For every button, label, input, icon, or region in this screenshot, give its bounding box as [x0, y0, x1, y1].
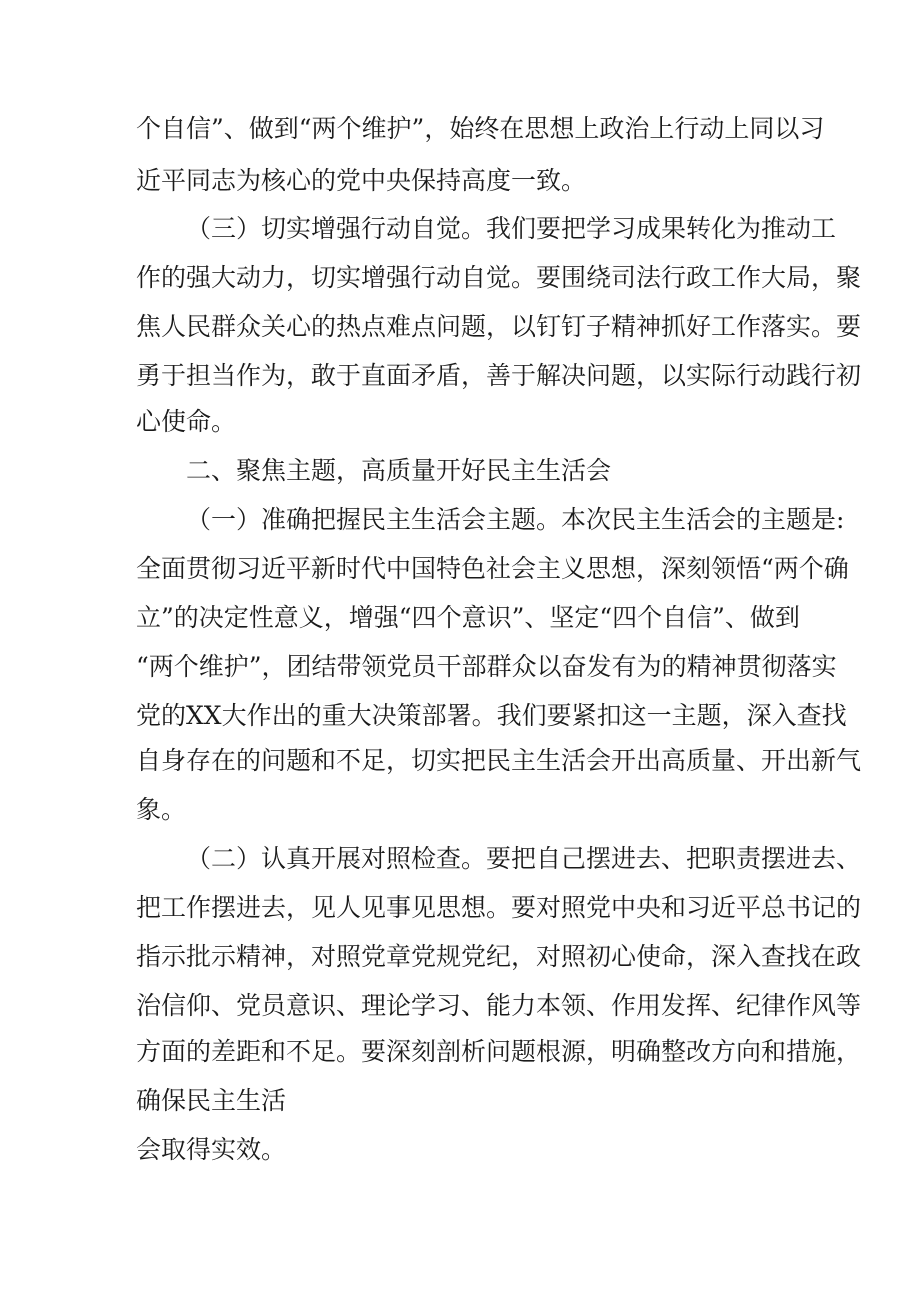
- text-line: 心使命。: [136, 407, 237, 436]
- text-line: 作的强大动力，切实增强行动自觉。要围绕司法行政工作大局，聚: [136, 263, 862, 292]
- text-line: 焦人民群众关心的热点难点问题，以钉钉子精神抓好工作落实。要: [136, 312, 862, 341]
- text-line: 党的XX大作出的重大决策部署。我们要紧扣这一主题，深入查找: [136, 701, 847, 730]
- paragraph-heading-2: （二）认真开展对照检查。要把自己摆进去、把职责摆进去、: [186, 844, 862, 873]
- text-line: 把工作摆进去，见人见事见思想。要对照党中央和习近平总书记的: [136, 893, 862, 922]
- text-line: 近平同志为核心的党中央保持高度一致。: [136, 166, 587, 195]
- text-line: 确保民主生活: [136, 1086, 287, 1115]
- text-line: “两个维护”，团结带领党员干部群众以奋发有为的精神贯彻落实: [136, 652, 837, 681]
- text-line: 指示批示精神，对照党章党规党纪，对照初心使命，深入查找在政: [136, 942, 862, 971]
- text-line: 自身存在的问题和不足，切实把民主生活会开出高质量、开出新气: [136, 746, 862, 775]
- text-line: 治信仰、党员意识、理论学习、能力本领、作用发挥、纪律作风等: [136, 991, 862, 1020]
- text-line: 勇于担当作为，敢于直面矛盾，善于解决问题，以实际行动践行初: [136, 361, 862, 390]
- text-line: 方面的差距和不足。要深刻剖析问题根源，明确整改方向和措施，: [136, 1037, 862, 1066]
- paragraph-heading-1: （一）准确把握民主生活会主题。本次民主生活会的主题是:: [186, 505, 845, 534]
- text-line: 全面贯彻习近平新时代中国特色社会主义思想，深刻领悟“两个确: [136, 554, 849, 583]
- paragraph-heading-3: （三）切实增强行动自觉。我们要把学习成果转化为推动工: [186, 214, 837, 243]
- section-heading-2: 二、聚焦主题，高质量开好民主生活会: [186, 456, 612, 485]
- text-line: 立”的决定性意义，增强“四个意识”、坚定“四个自信”、做到: [136, 603, 800, 632]
- text-line: 象。: [136, 795, 187, 824]
- text-line: 会取得实效。: [136, 1135, 287, 1164]
- text-line: 个自信”、做到“两个维护”，始终在思想上政治上行动上同以习: [136, 114, 825, 143]
